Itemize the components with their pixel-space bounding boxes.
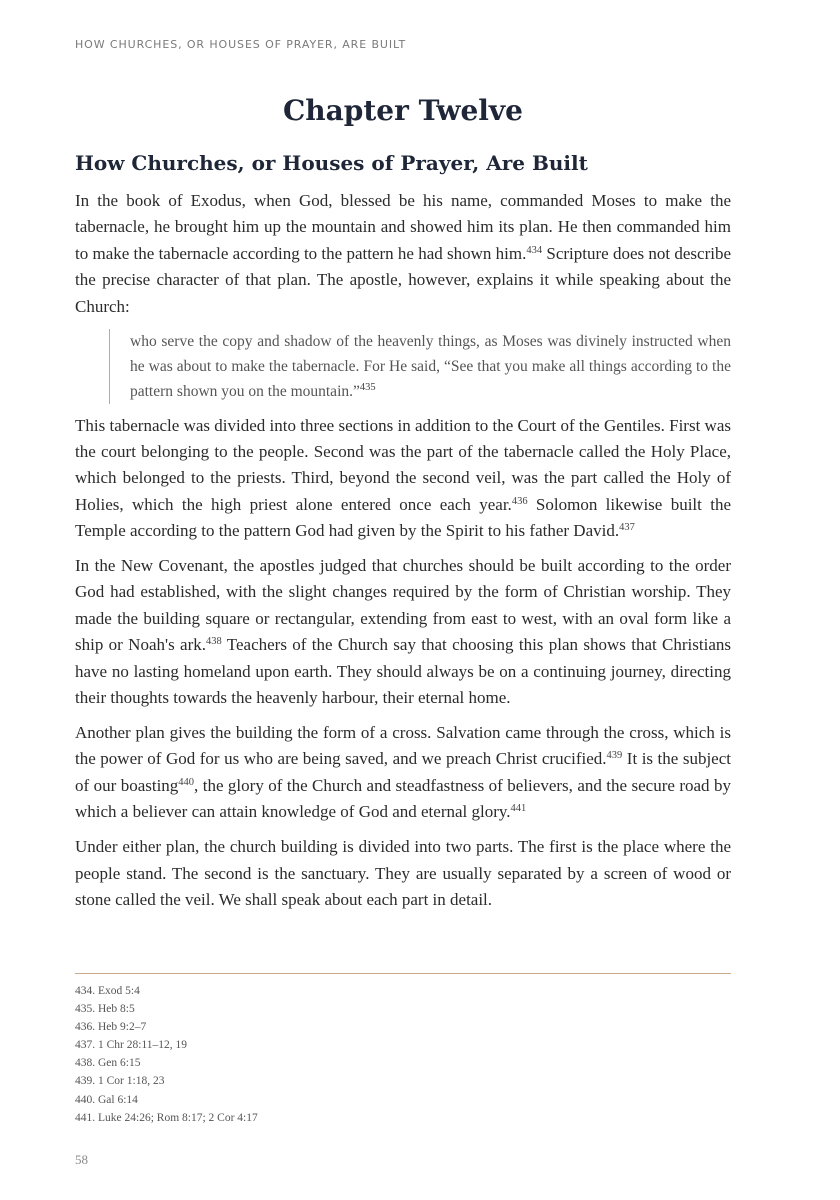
chapter-title: Chapter Twelve [282,94,523,127]
footnote-ref-437[interactable]: 437 [619,522,635,534]
footnote-440: 440. Gal 6:14 [75,1093,138,1106]
footnote-438: 438. Gen 6:15 [75,1057,141,1070]
footnote-436: 436. Heb 9:2–7 [75,1021,147,1034]
paragraph-text: Under either plan, the church building is divided into two parts. The first is the place where the people stand. The second is the sanctuary. They are usually separated by a screen of wood or stone called the veil. We shall speak about each part in detail. [75,837,731,909]
paragraph-4 [75,720,731,826]
body-text [75,188,731,922]
page-number: 58 [75,1152,88,1167]
footnote-ref-434[interactable]: 434 [526,244,543,256]
block-quote [109,329,731,404]
footnote-435: 435. Heb 8:5 [75,1003,135,1016]
paragraph-text: Another plan gives the building the form of a cross. Salvation came through the cross, which is the power of God for us who are being saved, and we preach Christ crucified. [75,723,731,769]
footnote-ref-438[interactable]: 438 [206,636,222,648]
footnote-divider [75,973,731,974]
quote-text: who serve the copy and shadow of the heavenly things, as Moses was divinely instructed when he was about to make the tabernacle. For He said, “See that you make all things according to the pattern shown you on the mountain.” [130,332,731,400]
footnote-ref-440[interactable]: 440 [178,776,195,788]
footnote-ref-435[interactable]: 435 [359,381,376,393]
section-title: How Churches, or Houses of Prayer, Are Built [75,151,588,175]
paragraph-text: In the book of Exodus, when God, blessed be his name, commanded Moses to make the tabernacle, he brought him up the mountain and showed him its plan. He then commanded him to make the tabernacle according to the pattern he had shown him. [75,191,731,263]
footnote-ref-439[interactable]: 439 [606,750,623,762]
paragraph-3 [75,553,731,711]
footnote-437: 437. 1 Chr 28:11–12, 19 [75,1039,188,1052]
paragraph-text: Scripture does not describe the precise character of that plan. The apostle, however, explains it while speaking about the Church: [75,243,731,316]
footnote-434: 434. Exod 5:4 [75,985,140,997]
footnote-ref-436[interactable]: 436 [511,495,528,507]
paragraph-text: In the New Covenant, the apostles judged that churches should be built according to the order God had established, with the slight changes required by the form of Christian worship. They made the building square or rectangular, extending from east to west, with an oval form like a ship or Noah's ark. [75,556,731,655]
running-head: HOW CHURCHES, OR HOUSES OF PRAYER, ARE BUILT [75,38,407,51]
footnotes-list [75,982,258,1127]
paragraph-text: This tabernacle was divided into three sections in addition to the Court of the Gentiles. First was the court belonging to the people. Second was the part of the tabernacle called the Holy Place, which belonged to the priests. Third, beyond the second veil, was the part called the Holy of Holies, which the high priest alone entered once each year. [75,415,731,514]
paragraph-text: , the glory of the Church and steadfastness of believers, and the secure road by which a believer can attain knowledge of God and eternal glory. [75,775,731,822]
paragraph-text: It is the subject of our boasting [75,749,731,795]
quote-paragraph [130,329,731,404]
footnote-441: 441. Luke 24:26; Rom 8:17; 2 Cor 4:17 [75,1111,258,1124]
paragraph-text: Solomon likewise built the Temple according to the pattern God had given by the Spirit to his father David. [75,494,731,541]
paragraph-2 [75,413,731,545]
footnote-439: 439. 1 Cor 1:18, 23 [75,1075,165,1088]
paragraph-text: Teachers of the Church say that choosing this plan shows that Christians have no lasting homeland upon earth. They should always be on a continuing journey, directing their thoughts towards the heavenly harbour, their eternal home. [75,635,732,708]
paragraph-5 [75,834,731,913]
paragraph-1 [75,188,731,320]
footnote-ref-441[interactable]: 441 [510,803,527,815]
